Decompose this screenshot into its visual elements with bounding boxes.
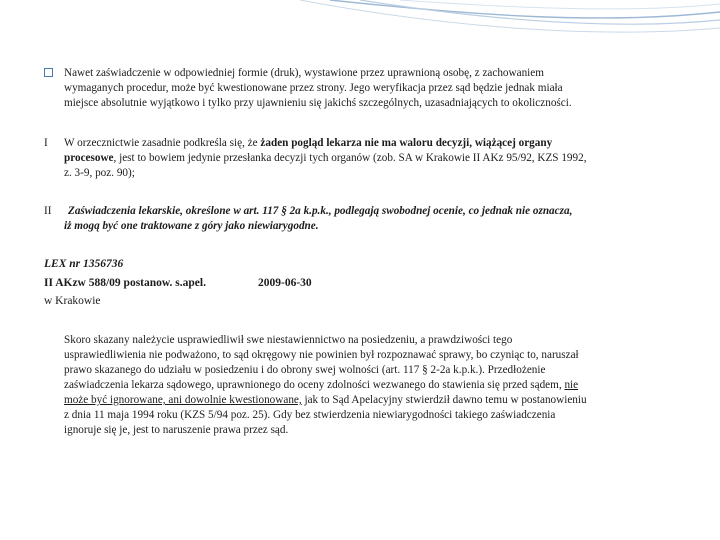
text-line: wymaganych procedur, może być kwestionowane przez strony. Jego weryfikacja przez sąd będzie jednak miała <box>64 82 563 94</box>
text-segment: W orzecznictwie zasadnie podkreśla się, że <box>64 137 261 149</box>
text-segment: , jest to bowiem jedynie przesłanka decyzji tych organów (zob. SA w Krakowie II AKz 95/92, KZS 1992, <box>113 152 587 164</box>
text-line: Zaświadczenia lekarskie, określone w art. 117 § 2a k.p.k., podlegają swobodnej ocenie, co jednak nie oznacza, <box>68 205 573 217</box>
court-location: w Krakowie <box>44 295 101 307</box>
bold-text: procesowe <box>64 152 114 164</box>
paragraph-checkbox-item <box>64 66 572 111</box>
text-line <box>64 393 587 408</box>
lex-number: LEX nr 1356736 <box>44 258 124 270</box>
roman-marker-ii: II <box>44 205 52 217</box>
underlined-text: nie <box>564 379 579 391</box>
text-line: prawo skazanego do udziału w posiedzeniu i do obrony swej wolności (art. 117 § 2-2a k.p.k.). Przedłożenie <box>64 364 546 376</box>
text-line: z. 3-9, poz. 90); <box>64 167 135 179</box>
text-line <box>64 151 587 166</box>
text-line <box>64 378 587 393</box>
text-line <box>64 136 587 151</box>
quote-paragraph <box>64 333 587 438</box>
case-signature: II AKzw 588/09 postanow. s.apel. <box>44 277 206 289</box>
text-line: Nawet zaświadczenie w odpowiedniej formie (druk), wystawione przez uprawnioną osobę, z zachowaniem <box>64 67 544 79</box>
underlined-text: może być ignorowane, ani dowolnie kwestionowane, <box>64 394 302 406</box>
text-line: z dnia 11 maja 1994 roku (KZS 5/94 poz. 25). Gdy bez stwierdzenia niewiarygodności takiego zaświadczenia <box>64 409 556 421</box>
paragraph-item-i <box>64 136 587 181</box>
text-line: ignoruje się je, jest to naruszenie prawa przez sąd. <box>64 424 289 436</box>
roman-marker-i: I <box>44 137 48 149</box>
text-line: miejsce absolutnie wyjątkowo i tylko przy ujawnieniu się jakichś szczególnych, uzasadniających to okoliczności. <box>64 97 572 109</box>
bold-text: żaden pogląd lekarza nie ma waloru decyzji, wiążącej organy <box>260 137 553 149</box>
text-segment: jak to Sąd Apelacyjny stwierdził dawno temu w postanowieniu <box>301 394 587 406</box>
paragraph-item-ii <box>64 204 572 234</box>
text-line: usprawiedliwienia nie podważono, to sąd okręgowy nie powinien był rozpoznawać sprawy, bo czyniąc to, naruszał <box>64 349 579 361</box>
checkbox-bullet-icon <box>44 68 53 77</box>
text-segment: zaświadczenia lekarza sądowego, uprawnionego do oceny zdolności wezwanego do stawienia się przed sądem, <box>64 379 565 391</box>
text-line: iż mogą być one traktowane z góry jako niewiarygodne. <box>64 220 319 232</box>
case-date: 2009-06-30 <box>258 277 312 289</box>
text-line: Skoro skazany należycie usprawiedliwił swe niestawiennictwo na posiedzeniu, a prawdziwości tego <box>64 334 513 346</box>
